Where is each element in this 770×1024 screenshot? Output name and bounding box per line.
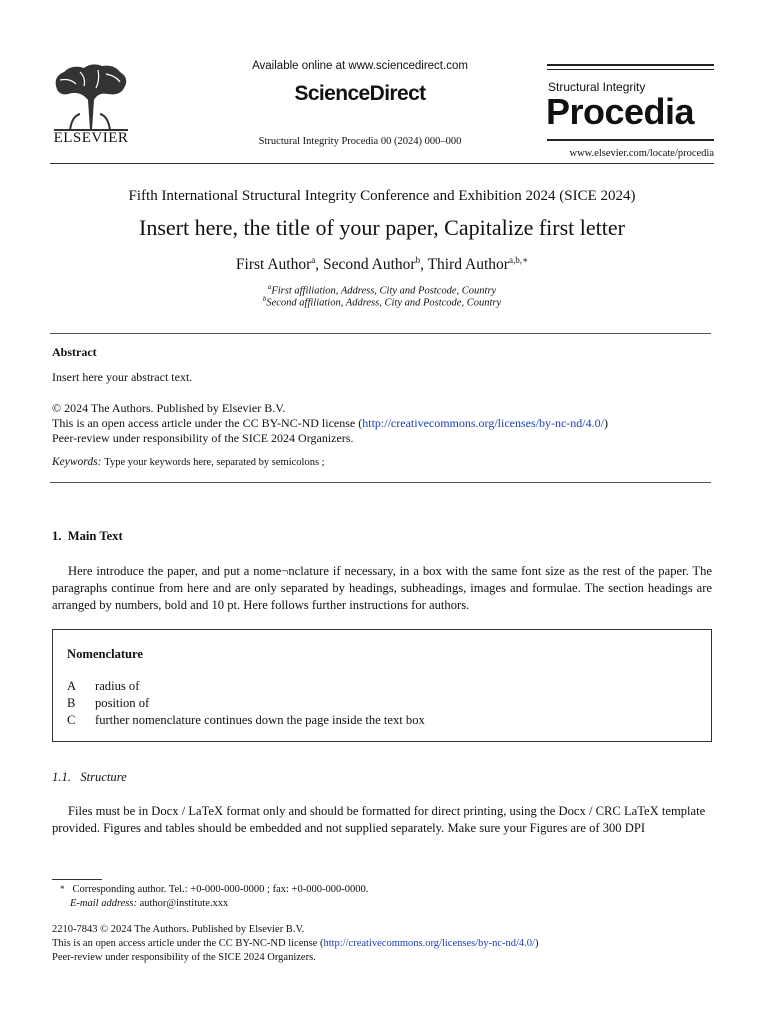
abstract-license-suffix: ) xyxy=(603,416,608,430)
paper-title: Insert here, the title of your paper, Capitalize first letter xyxy=(139,215,625,240)
affiliation-2-sup: b xyxy=(262,295,267,303)
section-paragraph: Here introduce the paper, and put a nome¬nclature if necessary, in a box with the same font size as the rest of the paper. The paragraphs continue from here and are only separated by headings, subheadings, images and formulae. The section headings are arranged by numbers, bold and 10 pt. Here follows further instructions for authors. xyxy=(52,564,712,612)
abstract-bottom-rule xyxy=(50,482,711,483)
footer-license-prefix: This is an open access article under the CC BY-NC-ND license ( xyxy=(52,938,324,949)
author-3-sup: a,b,∗ xyxy=(508,255,529,265)
nomenclature-desc: radius of xyxy=(95,679,140,693)
header-divider xyxy=(50,163,714,164)
elsevier-tree-icon xyxy=(50,60,132,132)
nomenclature-desc: further nomenclature continues down the page inside the text box xyxy=(95,713,425,727)
footnote-mark: * xyxy=(60,884,65,894)
footnote-email xyxy=(70,898,228,909)
author-2: Second Author xyxy=(323,256,416,274)
elsevier-logo-text: ELSEVIER xyxy=(53,130,129,146)
procedia-top-rule-2 xyxy=(547,69,714,70)
affiliation-2-text: Second affiliation, Address, City and Postcode, Country xyxy=(266,297,502,309)
author-3: Third Author xyxy=(427,256,509,274)
footnote-corresponding-text: Corresponding author. Tel.: +0-000-000-0000 ; fax: +0-000-000-0000. xyxy=(72,884,369,895)
nomenclature-row xyxy=(67,679,139,694)
affiliation-1-sup: a xyxy=(267,283,272,291)
conference-name: Fifth International Structural Integrity Conference and Exhibition 2024 (SICE 2024) xyxy=(128,188,636,204)
nomenclature-desc: position of xyxy=(95,696,150,710)
procedia-top-rule-1 xyxy=(547,64,714,66)
journal-small-name: Structural Integrity xyxy=(548,80,646,94)
footer-license xyxy=(52,938,538,949)
nomenclature-heading: Nomenclature xyxy=(67,647,144,661)
footer-license-link[interactable]: http://creativecommons.org/licenses/by-nc-nd/4.0/ xyxy=(323,938,535,949)
abstract-text: Insert here your abstract text. xyxy=(52,370,193,384)
available-online: Available online at www.sciencedirect.com xyxy=(252,60,468,72)
elsevier-logo xyxy=(50,60,132,150)
footnote-rule xyxy=(52,879,102,880)
nomenclature-box xyxy=(52,629,712,742)
abstract-license-link[interactable]: http://creativecommons.org/licenses/by-nc-nd/4.0/ xyxy=(362,416,604,430)
keywords-label: Keywords: xyxy=(52,456,102,468)
footer-peer-review: Peer-review under responsibility of the SICE 2024 Organizers. xyxy=(52,952,316,963)
abstract-copyright: © 2024 The Authors. Published by Elsevier B.V. xyxy=(52,401,286,415)
abstract-heading: Abstract xyxy=(52,345,97,359)
keywords-line xyxy=(52,456,325,468)
nomenclature-row xyxy=(67,696,149,711)
abstract-license xyxy=(52,416,608,431)
subsection-paragraph: Files must be in Docx / LaTeX format only and should be formatted for direct printing, using the Docx / CRC LaTeX template provided. Figures and tables should be embedded and not supplied separately. Make sure your Figures are of 300 DPI xyxy=(52,804,706,835)
nomenclature-row xyxy=(67,713,425,728)
sciencedirect-logo: ScienceDirect xyxy=(294,82,426,105)
affiliation-2 xyxy=(50,295,714,309)
author-sep-2: , xyxy=(420,256,428,274)
subsection-heading: 1.1. Structure xyxy=(52,770,127,784)
journal-big-name: Procedia xyxy=(546,91,695,132)
journal-url[interactable]: www.elsevier.com/locate/procedia xyxy=(569,148,714,159)
procedia-bottom-rule xyxy=(547,139,714,141)
author-sep-1: , xyxy=(315,256,324,274)
author-1-sup: a xyxy=(311,255,316,265)
footer-license-suffix: ) xyxy=(534,938,539,949)
author-2-sup: b xyxy=(415,255,421,265)
footnote-email-address[interactable]: author@institute.xxx xyxy=(139,898,229,909)
journal-reference: Structural Integrity Procedia 00 (2024) 000–000 xyxy=(258,136,462,147)
nomenclature-symbol: B xyxy=(67,696,76,710)
abstract-top-rule xyxy=(50,333,711,334)
affiliation-1-text: First affiliation, Address, City and Postcode, Country xyxy=(271,285,497,297)
abstract-peer-review: Peer-review under responsibility of the SICE 2024 Organizers. xyxy=(52,431,354,445)
keywords-text: Type your keywords here, separated by semicolons ; xyxy=(104,457,325,468)
author-1: First Author xyxy=(235,256,312,274)
abstract-license-prefix: This is an open access article under the CC BY-NC-ND license ( xyxy=(52,416,363,430)
author-list xyxy=(50,255,714,274)
nomenclature-symbol: A xyxy=(67,679,77,693)
footnote-corresponding xyxy=(60,884,368,895)
footnote-email-label: E-mail address: xyxy=(70,898,137,909)
footer-issn: 2210-7843 © 2024 The Authors. Published by Elsevier B.V. xyxy=(52,924,305,935)
nomenclature-symbol: C xyxy=(67,713,76,727)
section-heading: 1. Main Text xyxy=(52,529,123,543)
